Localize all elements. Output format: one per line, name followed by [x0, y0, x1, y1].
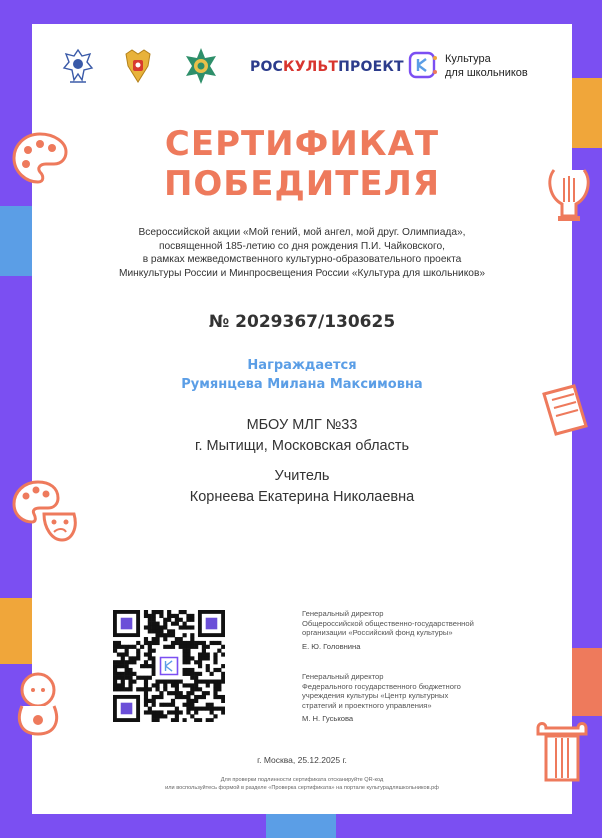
signature-block-1 — [302, 609, 532, 651]
signature-role-line: учреждения культуры «Центр культурных — [302, 691, 449, 701]
foundation-emblem-icon — [180, 46, 222, 91]
signature-role-line: стратегий и проектного управления» — [302, 700, 432, 710]
certificate-description — [60, 226, 544, 280]
frame-block-top-tab — [265, 0, 335, 24]
lyre-icon — [540, 160, 598, 231]
verification-footnote — [60, 776, 544, 792]
awardee-name: Румянцева Милана Максимовна — [181, 377, 423, 392]
roskult-suffix: ПРОЕКТ — [338, 59, 404, 75]
roskultproekt-logo — [250, 59, 404, 75]
ministry-emblem-icon — [60, 46, 96, 91]
frame-block-bottom-tab — [266, 814, 336, 838]
roskult-prefix: РОС — [250, 59, 284, 75]
award-label: Награждается — [247, 358, 357, 373]
school-block — [32, 415, 572, 457]
logos-row — [32, 44, 572, 94]
certificate-number: № 2029367/130625 — [208, 312, 396, 332]
teacher-name: Корнеева Екатерина Николаевна — [189, 489, 415, 505]
footnote-line: или воспользуйтесь формой в разделе «Проверка сертификата» на портале культурадляшкольников.рф — [165, 785, 439, 791]
school-name: МБОУ МЛГ №33 — [246, 417, 358, 433]
title-line2: ПОБЕДИТЕЛЯ — [163, 164, 441, 204]
signature-role-line: Генеральный директор — [302, 609, 384, 618]
title-line1: СЕРТИФИКАТ — [164, 124, 440, 164]
column-icon — [530, 718, 594, 795]
culture-logo-line2: для школьников — [445, 67, 528, 79]
description-line: посвященной 185-летию со дня рождения П.И. Чайковского, — [158, 240, 445, 252]
doll-icon — [10, 668, 66, 743]
description-line: Минкультуры России и Минпросвещения России «Культура для школьников» — [118, 267, 486, 279]
frame-block-orange-right — [572, 648, 602, 716]
signature-role-line: Общероссийской общественно-государственной — [302, 618, 474, 628]
culture-logo-line1: Культура — [445, 53, 491, 65]
frame-block-yellow-left — [0, 598, 32, 664]
signature-name: М. Н. Гуськова — [302, 714, 354, 724]
teacher-block — [32, 466, 572, 508]
roskult-middle: КУЛЬТ — [283, 59, 339, 75]
signature-role-line: Федерального государственного бюджетного — [302, 681, 461, 691]
signature-block-2 — [302, 672, 532, 724]
signature-role-line: организации «Российский фонд культуры» — [302, 628, 453, 638]
teacher-label: Учитель — [274, 468, 330, 484]
signature-role-line: Генеральный директор — [302, 672, 384, 681]
signature-name: Е. Ю. Головнина — [302, 641, 361, 651]
qr-code[interactable] — [113, 610, 225, 722]
palette-masks-icon — [8, 478, 78, 553]
book-icon — [534, 380, 596, 449]
frame-block-blue-left — [0, 206, 32, 276]
footnote-line: Для проверки подлинности сертификата отсканируйте QR-код — [220, 777, 384, 783]
award-block — [32, 356, 572, 394]
description-line: в рамках межведомственного культурно-образовательного проекта — [142, 254, 462, 265]
coat-of-arms-icon — [120, 46, 156, 91]
description-line: Всероссийской акции «Мой гений, мой ангел, мой друг. Олимпиада», — [138, 227, 466, 238]
place-and-date: г. Москва, 25.12.2025 г. — [257, 755, 347, 765]
palette-icon — [10, 128, 70, 193]
school-city: г. Мытищи, Московская область — [194, 438, 410, 454]
certificate-title — [32, 124, 572, 204]
culture-k-icon — [408, 50, 438, 80]
frame-block-yellow-right — [572, 78, 602, 148]
